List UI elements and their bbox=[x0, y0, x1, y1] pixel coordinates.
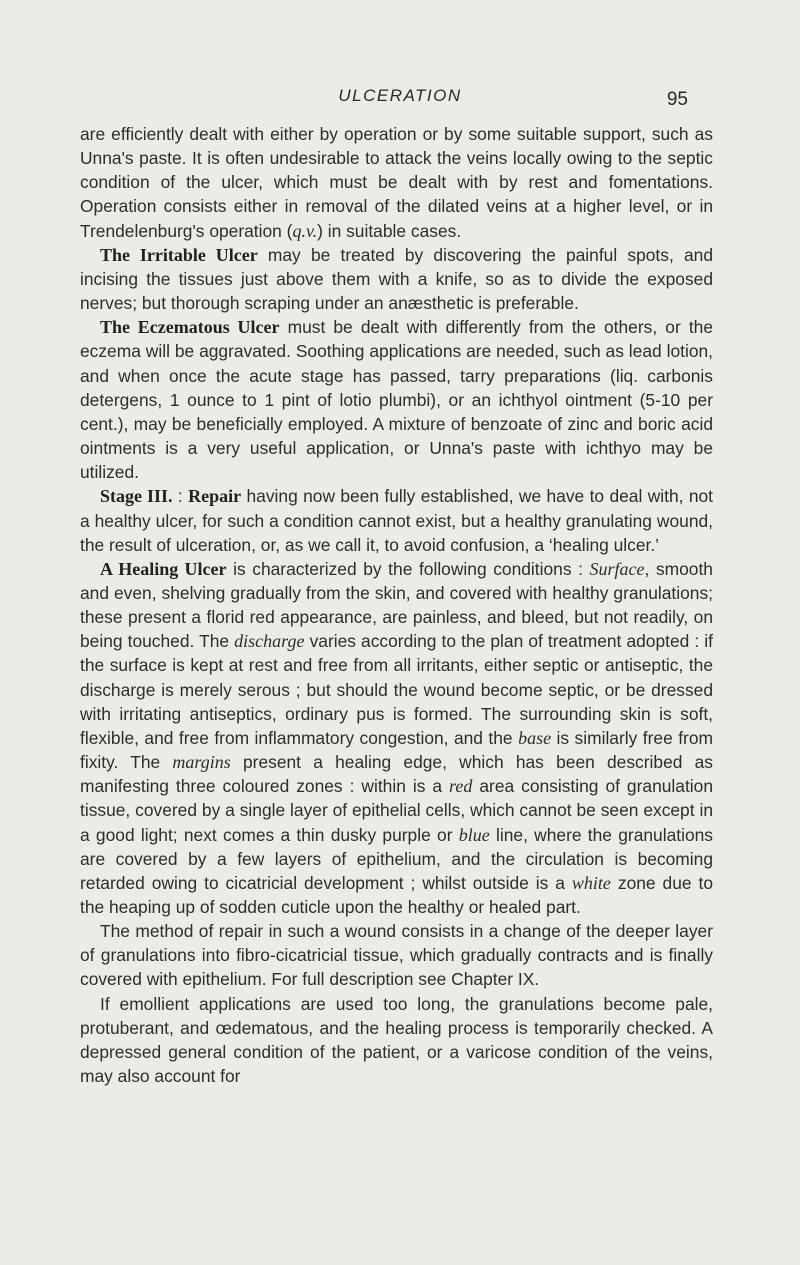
heading-separator: : bbox=[172, 486, 189, 507]
paragraph-text: The method of repair in such a wound consists in a change of the deeper layer of granulations into fibro-cicatricial tissue, which gradually contracts and is finally covered with epithelium. For full description see Chapter IX. bbox=[80, 921, 713, 990]
paragraph-text: zone due to the heaping up of sodden cuticle upon the healthy or healed part. bbox=[80, 872, 713, 917]
emphasis-base: base bbox=[518, 727, 552, 748]
paragraph-text: is similarly free from fixity. The bbox=[80, 727, 713, 773]
section-heading-healing-ulcer: A Healing Ulcer bbox=[100, 558, 227, 579]
paragraph-text: present a healing edge, which has been described as manifesting three coloured zones : within is a bbox=[80, 752, 713, 797]
body-text bbox=[80, 122, 713, 1088]
paragraph-stage-three bbox=[80, 484, 713, 556]
paragraph-text: ) in suitable cases. bbox=[317, 220, 462, 241]
paragraph-healing-ulcer bbox=[80, 557, 713, 919]
paragraph-eczematous-ulcer bbox=[80, 315, 713, 484]
paragraph-text: line, where the granulations are covered by a few layers of epithelium, and the circulation is becoming retarded owing to cicatricial development ; whilst outside is a bbox=[80, 824, 713, 893]
section-heading-eczematous-ulcer: The Eczematous Ulcer bbox=[100, 317, 280, 338]
paragraph-text: having now been fully established, we have to deal with, not a healthy ulcer, for such a condition cannot exist, but a healthy granulating wound, the result of ulceration, or, as we call it, to avoid confusion, a ‘healing ulcer.’ bbox=[80, 486, 713, 555]
paragraph-text: varies according to the plan of treatment adopted : if the surface is kept at rest and free from all irritants, either septic or antiseptic, the discharge is merely serous ; but should the wound become septic, or be dressed with irritating antiseptics, ordinary pus is formed. The surrounding skin is soft, flexible, and free from inflammatory congestion, and the bbox=[80, 631, 713, 748]
paragraph-text: is characterized by the following conditions : bbox=[226, 558, 590, 579]
section-heading-repair: Repair bbox=[188, 486, 242, 507]
paragraph-emollient-applications bbox=[80, 992, 713, 1089]
paragraph-text: are efficiently dealt with either by operation or by some suitable support, such as Unna's paste. It is often undesirable to attack the veins locally owing to the septic condition of the ulcer, which must be dealt with by rest and fomentations. Operation consists either in removal of the dilated veins at a higher level, or in Trendelenburg's operation ( bbox=[80, 124, 713, 241]
emphasis-surface: Surface bbox=[589, 558, 645, 579]
paragraph-text: must be dealt with differently from the others, or the eczema will be aggravated. Soothing applications are needed, such as lead lotion, and when once the acute stage has passed, tarry preparations (liq. carbonis detergens, 1 ounce to 1 pint of lotio plumbi), or an ichthyol ointment (5-10 per cent.), may be beneficially employed. A mixture of benzoate of zinc and boric acid ointments is a very useful application, or Unna's paste with ichthyo may be utilized. bbox=[80, 317, 714, 483]
running-head bbox=[0, 86, 800, 116]
paragraph-text: If emollient applications are used too long, the granulations become pale, protuberant, and œdematous, and the healing process is temporarily checked. A depressed general condition of the patient, or a varicose condition of the veins, may also account for bbox=[80, 993, 713, 1087]
section-heading-irritable-ulcer: The Irritable Ulcer bbox=[100, 244, 258, 265]
paragraph-varicose-treatment bbox=[80, 122, 713, 243]
running-title: ULCERATION bbox=[338, 86, 462, 105]
paragraph-method-of-repair bbox=[80, 919, 713, 991]
page-number: 95 bbox=[666, 89, 688, 110]
paragraph-text: area consisting of granulation tissue, covered by a single layer of epithelial cells, which cannot be seen except in a good light; next comes a thin dusky purple or bbox=[80, 776, 713, 845]
emphasis-white: white bbox=[571, 872, 611, 893]
emphasis-red: red bbox=[449, 776, 473, 797]
emphasis-margins: margins bbox=[172, 752, 231, 773]
section-heading-stage-three: Stage III. bbox=[100, 486, 173, 507]
qv-reference: q.v. bbox=[292, 220, 318, 241]
emphasis-blue: blue bbox=[458, 824, 490, 845]
paragraph-text: may be treated by discovering the painful spots, and incising the tissues just above them with a knife, so as to divide the exposed nerves; but thorough scraping under an anæsthetic is preferable. bbox=[80, 244, 714, 314]
paragraph-irritable-ulcer bbox=[80, 243, 713, 315]
paragraph-text: , smooth and even, shelving gradually from the skin, and covered with healthy granulations; these present a florid red appearance, are painless, and bleed, but not readily, on being touched. The bbox=[80, 558, 713, 652]
emphasis-discharge: discharge bbox=[234, 631, 305, 652]
